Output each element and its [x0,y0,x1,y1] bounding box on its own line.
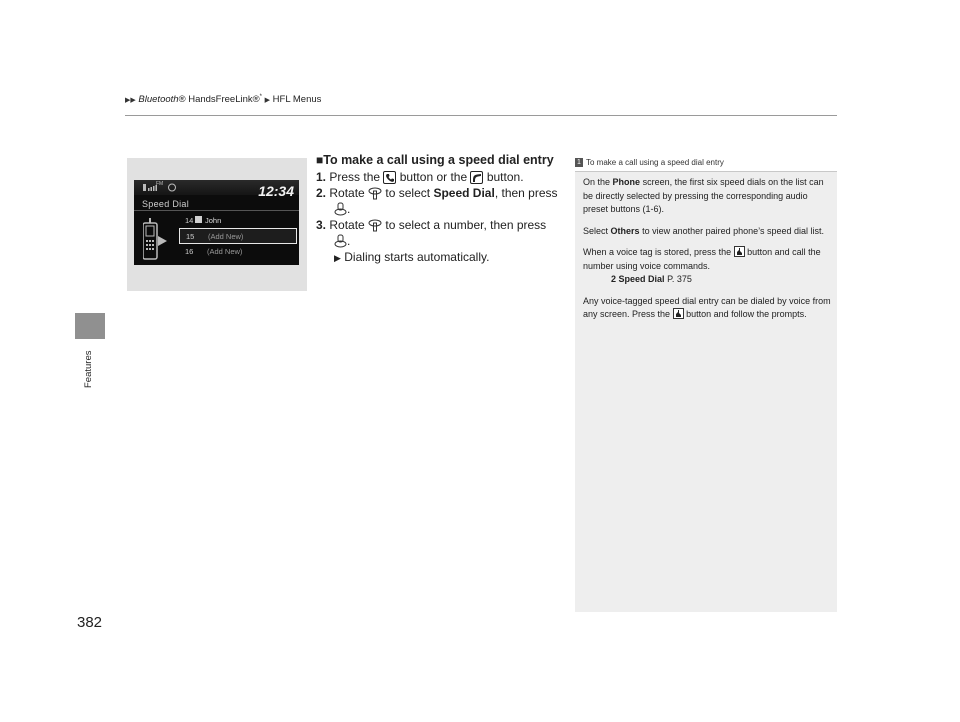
pick-up-button-icon [470,171,483,184]
note-paragraph: On the Phone screen, the first six speed dials on the list can be directly selected by pressing the corresponding audio preset buttons (1-6). [583,177,824,214]
heading-bullet: ■ [316,153,324,167]
breadcrumb [125,94,321,105]
reference-page: P. 375 [667,274,692,284]
phone-graphic-icon [143,218,169,260]
step-number: 3. [316,218,327,232]
section-heading [316,152,566,168]
interface-dial-rotate-icon [368,219,382,232]
step-text: , then press [494,186,558,200]
speed-dial-row[interactable] [179,244,295,258]
phone-button-icon [383,171,396,184]
breadcrumb-bluetooth: Bluetooth [138,94,179,106]
step-text: to select a number, then press [385,218,547,232]
note-header [575,156,837,172]
header-rule [125,115,837,116]
page-reference[interactable] [583,274,692,284]
reference-arrow-icon: 2 [611,274,617,284]
breadcrumb-asterisk: * [259,94,262,100]
speed-dial-number: 16 [185,247,194,256]
step-text: . [347,234,351,248]
note-paragraph: Select Others to view another paired phone’s speed dial list. [583,225,825,236]
interface-dial-press-icon [334,234,347,248]
step-text: to select [385,186,431,200]
step-bold-text: Speed Dial [433,186,495,200]
note-body [583,176,833,330]
step-3 [316,217,566,266]
interface-dial-press-icon [334,202,347,216]
screen-title: Speed Dial [142,199,190,209]
breadcrumb-handsfreelink: ® HandsFreeLink® [178,94,260,106]
screen-divider [134,210,299,211]
note-paragraph: When a voice tag is stored, press the button and call the number using voice commands. 2 Speed Dial P. 375 [583,247,821,284]
instructions [316,152,566,266]
page-number: 382 [77,614,103,631]
breadcrumb-hfl-menus: HFL Menus [272,94,322,106]
step-number: 1. [316,170,327,184]
note-badge: 1 [575,158,583,167]
speed-dial-number: 14 [185,216,194,225]
step-text: Rotate [329,218,365,232]
note-title: To make a call using a speed dial entry [586,158,724,167]
speed-dial-row[interactable] [179,213,295,227]
step-text: button. [486,170,524,184]
side-note [575,156,837,612]
screen-fm-label: FM [156,181,164,187]
step-number: 2. [316,186,327,200]
result-arrow-icon: ▶ [334,253,341,263]
screen-clock: 12:34 [258,183,294,199]
screen-status-icons [143,183,177,194]
speed-dial-row-selected[interactable] [179,228,297,244]
speed-dial-screen [134,180,299,265]
contact-icon [195,216,202,223]
step-text: Rotate [329,186,365,200]
section-label [73,342,107,400]
note-paragraph: Any voice-tagged speed dial entry can be dialed by voice from any screen. Press the button and follow the prompts. [583,295,831,319]
speed-dial-text: (Add New) [207,247,243,256]
step-2 [316,185,566,217]
reference-title: Speed Dial [618,274,665,284]
breadcrumb-arrow-icon: ▶ [264,97,271,105]
talk-button-icon [734,246,745,257]
talk-button-icon [673,308,684,319]
speed-dial-number: 15 [186,232,195,241]
step-text: . [347,202,351,216]
heading-text: To make a call using a speed dial entry [323,153,554,167]
step-text: button or the [399,170,468,184]
result-text: Dialing starts automatically. [344,250,490,264]
step-1 [316,169,566,185]
interface-dial-rotate-icon [368,187,382,200]
section-tab [75,313,105,339]
speed-dial-text: John [205,216,222,225]
speed-dial-text: (Add New) [208,232,244,241]
breadcrumb-arrow-icon: ▶▶ [125,97,136,105]
section-label-text: Features [83,350,94,388]
step-text: Press the [329,170,381,184]
